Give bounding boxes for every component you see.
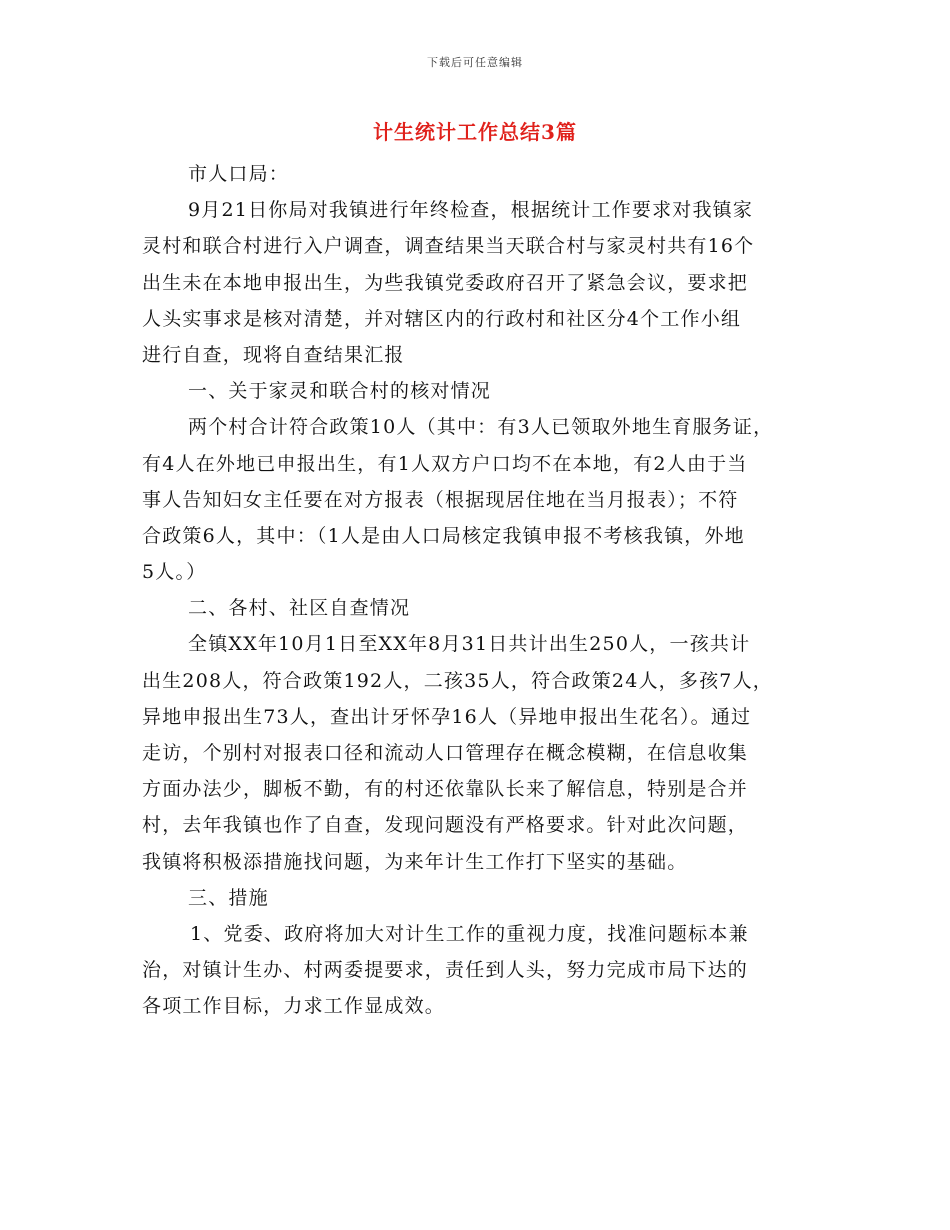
- paragraph-line: 出生未在本地申报出生，为些我镇党委政府召开了紧急会议，要求把: [142, 271, 749, 294]
- paragraph-line: 走访，个别村对报表口径和流动人口管理存在概念模糊，在信息收集: [142, 742, 749, 764]
- paragraph-line: 9月21日你局对我镇进行年终检查，根据统计工作要求对我镇家: [188, 199, 754, 222]
- document-body: [142, 156, 812, 1025]
- paragraph-line: 灵村和联合村进行入户调查，调查结果当天联合村与家灵村共有16个: [142, 235, 755, 258]
- paragraph-line: 全镇XX年10月1日至XX年8月31日共计出生250人，一孩共计: [188, 633, 751, 656]
- section-heading: 一、关于家灵和联合村的核对情况: [188, 380, 492, 403]
- paragraph-line: 人头实事求是核对清楚，并对辖区内的行政村和社区分4个工作小组: [142, 307, 742, 330]
- header-note: 下载后可任意编辑: [427, 56, 523, 69]
- paragraph-line: 各项工作目标，力求工作显成效。: [142, 995, 446, 1018]
- paragraph-line: 出生208人，符合政策192人，二孩35人，符合政策24人，多孩7人，: [142, 669, 773, 692]
- paragraph-line: 合政策6人，其中：（1人是由人口局核定我镇申报不考核我镇，外地: [142, 524, 745, 547]
- paragraph-line: 村，去年我镇也作了自查，发现问题没有严格要求。针对此次问题，: [142, 814, 749, 837]
- paragraph-line: 1、党委、政府将加大对计生工作的重视力度，找准问题标本兼: [190, 922, 749, 945]
- salutation: 市人口局：: [188, 163, 290, 185]
- section-heading: 三、措施: [188, 886, 269, 909]
- paragraph-line: 有4人在外地已申报出生，有1人双方户口均不在本地，有2人由于当: [142, 452, 748, 475]
- paragraph-line: 5人。）: [142, 561, 207, 584]
- document-title: 计生统计工作总结3篇: [373, 120, 577, 144]
- paragraph-line: 两个村合计符合政策10人（其中：有3人已领取外地生育服务证，: [188, 416, 774, 439]
- paragraph-line: 方面办法少，脚板不勤，有的村还依靠队长来了解信息，特别是合并: [142, 778, 749, 801]
- paragraph-line: 进行自查，现将自查结果汇报: [142, 343, 405, 366]
- paragraph-line: 治，对镇计生办、村两委提要求，责任到人头，努力完成市局下达的: [142, 959, 749, 982]
- paragraph-line: 异地申报出生73人，查出计牙怀孕16人（异地申报出生花名）。通过: [142, 705, 752, 728]
- section-heading: 二、各村、社区自查情况: [188, 597, 411, 620]
- paragraph-line: 事人告知妇女主任要在对方报表（根据现居住地在当月报表）；不符: [142, 488, 739, 511]
- paragraph-line: 我镇将积极添措施找问题，为来年计生工作打下坚实的基础。: [142, 850, 688, 873]
